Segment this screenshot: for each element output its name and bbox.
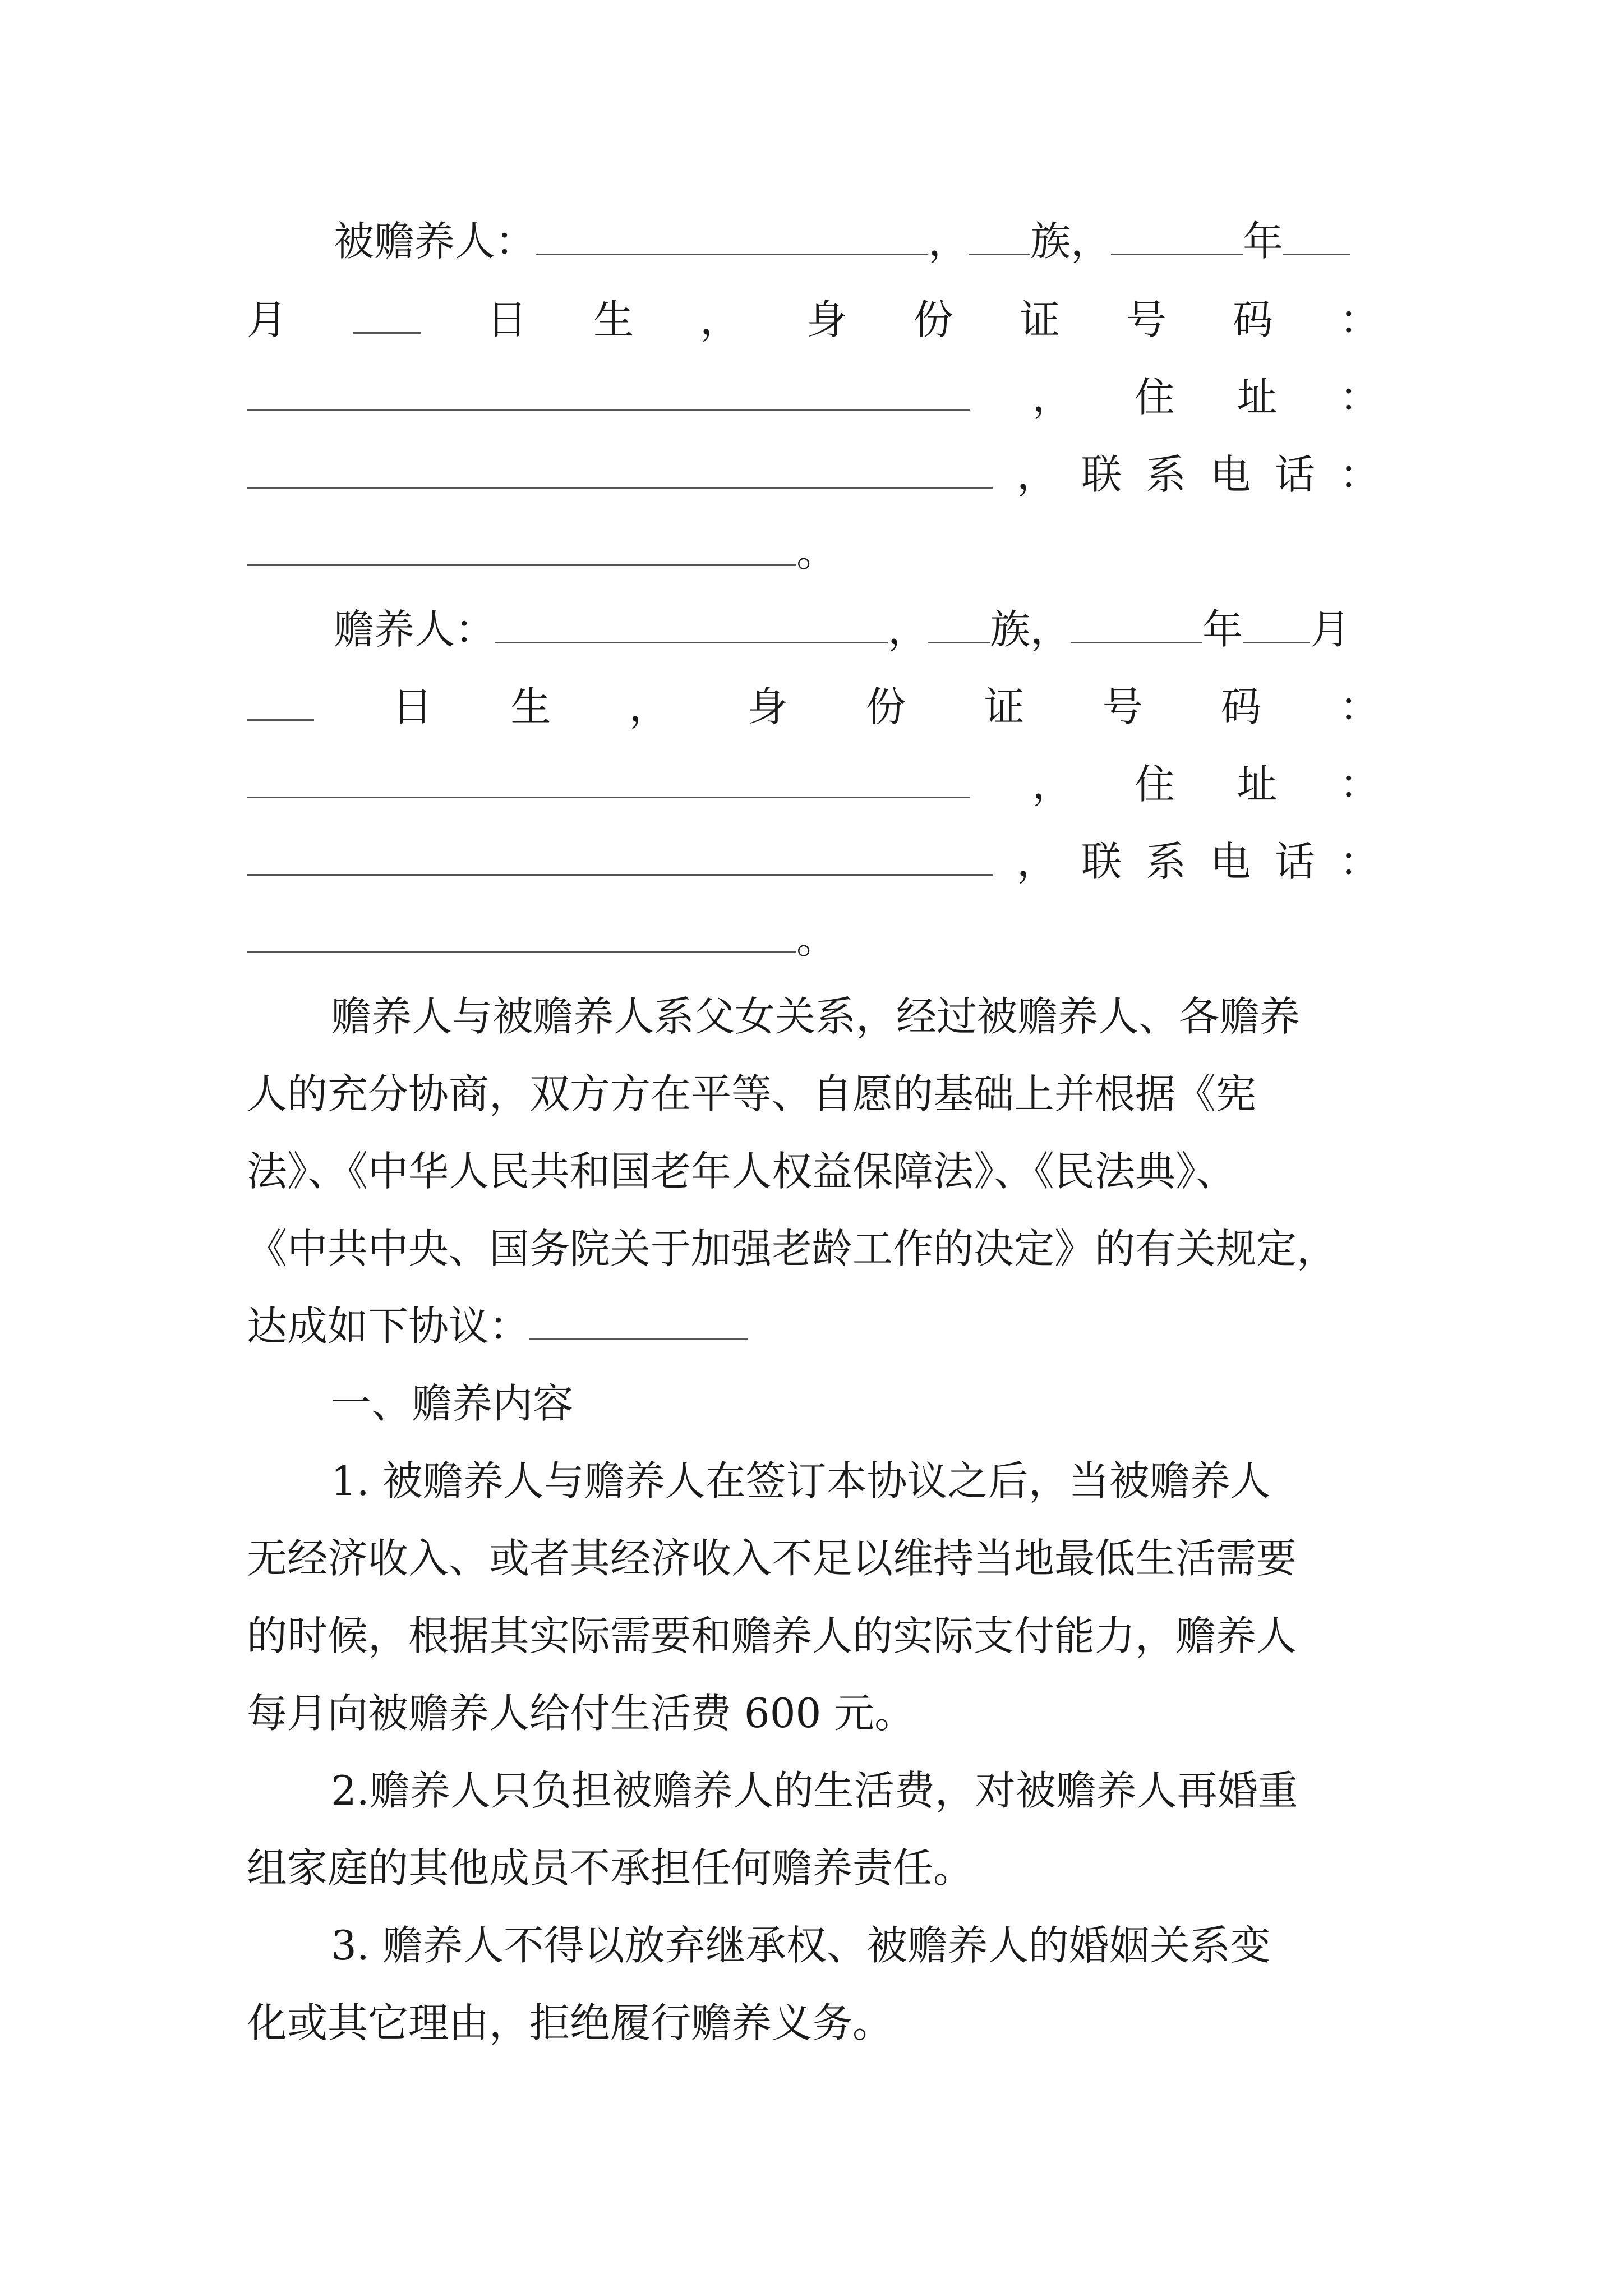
supported-person-line-5: 。 xyxy=(247,518,1380,586)
supporter-line-5: 。 xyxy=(247,905,1380,973)
clause-3-line-2: 化或其它理由，拒绝履行赡养义务。 xyxy=(247,1999,893,2046)
supporter-label: 赡养人： xyxy=(334,606,496,653)
clause-1-line-2: 无经济收入、或者其经济收入不足以维持当地最低生活需要 xyxy=(247,1535,1297,1582)
supported-person-line-4: ， 联 系 电 话 ： xyxy=(247,441,1380,508)
intro-line-3: 法》、《中华人民共和国老年人权益保障法》、《民法典》、 xyxy=(247,1148,1237,1195)
supported-person-line-2: 月 日 生 ， 身 份 证 号 码 ： xyxy=(247,286,1380,353)
supporter-ethnicity-blank[interactable] xyxy=(928,602,990,643)
supporter-birth-year-blank[interactable] xyxy=(1071,602,1202,643)
intro-line-4: 《中共中央、国务院关于加强老龄工作的决定》的有关规定， xyxy=(247,1225,1338,1272)
section-heading-support-content: 一、赡养内容 xyxy=(331,1380,574,1427)
clause-3-line-1: 3. 赡养人不得以放弃继承权、被赡养人的婚姻关系变 xyxy=(331,1922,1271,1969)
id-number-blank[interactable] xyxy=(247,370,970,411)
intro-line-5: 达成如下协议： xyxy=(247,1292,1380,1360)
supporter-line-3: ， 住 址 ： xyxy=(247,751,1380,818)
birth-month-blank[interactable] xyxy=(1283,214,1350,255)
supported-person-line-1: 被赡养人： ， 族， 年 xyxy=(247,208,1380,275)
supporter-line-1: 赡养人： ， 族， 年 月 xyxy=(247,596,1380,663)
supporter-birth-day-blank[interactable] xyxy=(247,680,314,721)
intro-line-1: 赡养人与被赡养人系父女关系，经过被赡养人、各赡养 xyxy=(331,993,1301,1040)
intro-line-2: 人的充分协商，双方方在平等、自愿的基础上并根据《宪 xyxy=(247,1070,1257,1117)
agreement-blank[interactable] xyxy=(529,1299,748,1340)
clause-1-line-3: 的时候，根据其实际需要和赡养人的实际支付能力，赡养人 xyxy=(247,1612,1297,1659)
name-blank[interactable] xyxy=(536,214,928,255)
supporter-line-2: 日 生 ， 身 份 证 号 码 ： xyxy=(247,673,1380,740)
supported-person-line-3: ， 住 址 ： xyxy=(247,364,1380,431)
clause-1-line-1: 1. 被赡养人与赡养人在签订本协议之后，当被赡养人 xyxy=(331,1457,1271,1504)
clause-2-line-1: 2.赡养人只负担被赡养人的生活费，对被赡养人再婚重 xyxy=(331,1767,1298,1814)
supporter-birth-month-blank[interactable] xyxy=(1243,602,1310,643)
supported-person-label: 被赡养人： xyxy=(334,218,536,265)
address-blank[interactable] xyxy=(247,448,993,489)
supporter-line-4: ， 联 系 电 话 ： xyxy=(247,828,1380,895)
supporter-id-number-blank[interactable] xyxy=(247,757,970,798)
supporter-phone-blank[interactable] xyxy=(247,912,796,953)
ethnicity-blank[interactable] xyxy=(969,214,1030,255)
birth-year-blank[interactable] xyxy=(1111,214,1243,255)
supporter-address-blank[interactable] xyxy=(247,835,993,876)
supporter-name-blank[interactable] xyxy=(495,602,888,643)
clause-1-line-4: 每月向被赡养人给付生活费 600 元。 xyxy=(247,1690,915,1737)
clause-2-line-2: 组家庭的其他成员不承担任何赡养责任。 xyxy=(247,1844,974,1892)
phone-blank[interactable] xyxy=(247,525,796,566)
birth-day-blank[interactable] xyxy=(353,293,421,334)
